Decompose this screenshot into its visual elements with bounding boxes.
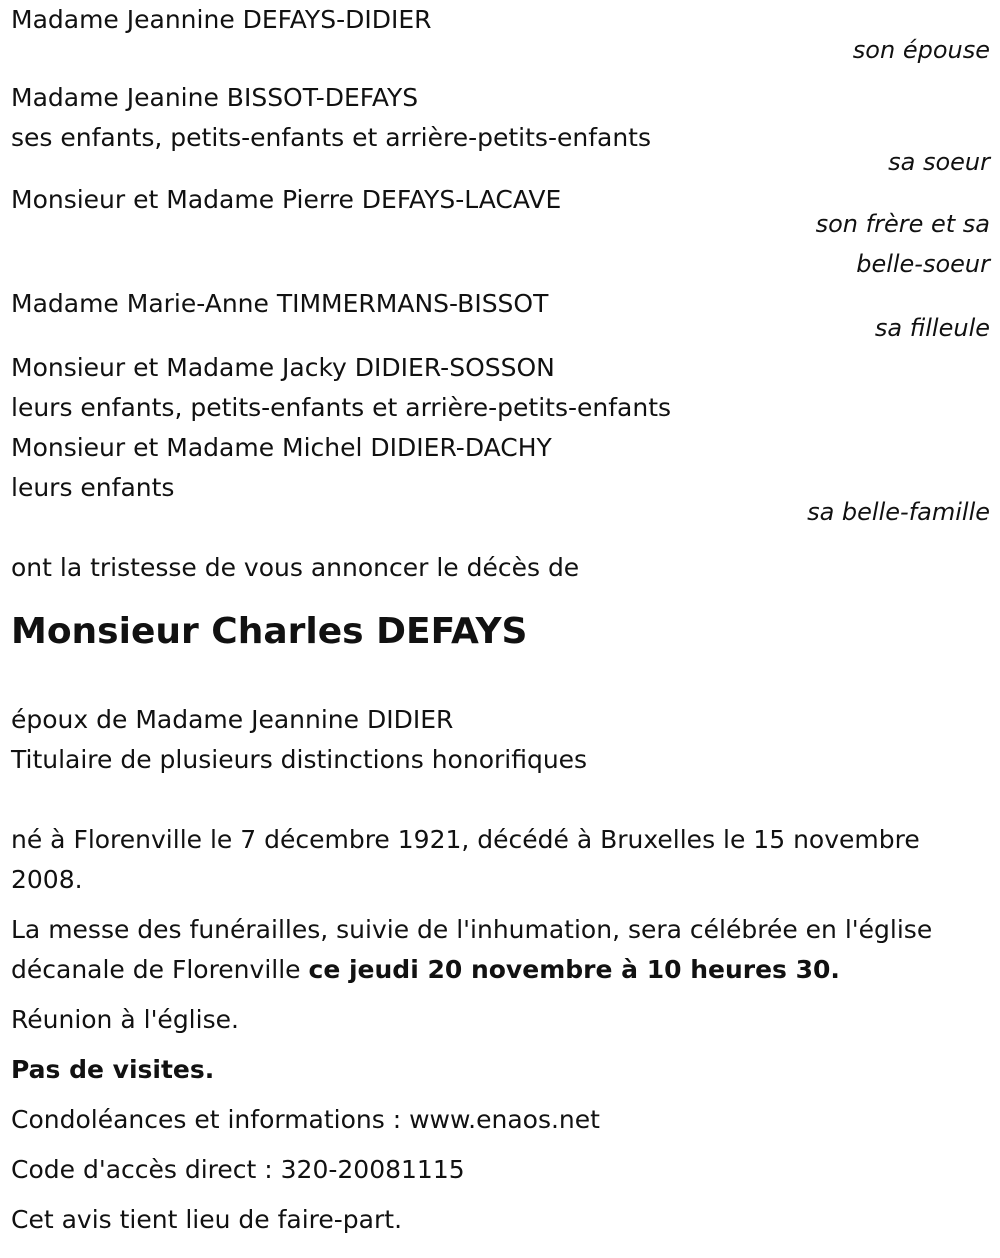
sister-descendants: ses enfants, petits-enfants et arrière-petits-enfants (11, 123, 651, 152)
family-section (11, 0, 990, 532)
brother-relation-line2: belle-soeur (856, 250, 990, 278)
birth-death: né à Florenville le 7 décembre 1921, décédé à Bruxelles le 15 novembre 2008. (11, 825, 920, 894)
inlaws-2-name: Monsieur et Madame Michel DIDIER-DACHY (11, 433, 552, 462)
goddaughter-relation: sa filleule (874, 314, 990, 342)
inlaws-1-descendants: leurs enfants, petits-enfants et arrière-petits-enfants (11, 393, 672, 422)
notice: Cet avis tient lieu de faire-part. (11, 1205, 403, 1234)
sister-name: Madame Jeanine BISSOT-DEFAYS (11, 83, 419, 112)
distinctions: Titulaire de plusieurs distinctions honorifiques (11, 745, 588, 774)
condolences: Condoléances et informations : www.enaos.net (11, 1105, 600, 1134)
mass-time: ce jeudi 20 novembre à 10 heures 30. (308, 955, 840, 984)
spouse-name: Madame Jeannine DEFAYS-DIDIER (11, 5, 432, 34)
access-code: Code d'accès direct : 320-20081115 (11, 1155, 465, 1184)
inlaws-2-descendants: leurs enfants (11, 473, 175, 502)
spouse-relation: son épouse (852, 36, 990, 64)
brother-name: Monsieur et Madame Pierre DEFAYS-LACAVE (11, 185, 562, 214)
sister-relation: sa soeur (888, 148, 990, 176)
inlaws-1-name: Monsieur et Madame Jacky DIDIER-SOSSON (11, 353, 555, 382)
announcement-intro: ont la tristesse de vous annoncer le décès de (11, 553, 580, 582)
no-visits: Pas de visites. (11, 1055, 215, 1084)
brother-relation-line1: son frère et sa (815, 210, 990, 238)
inlaws-relation: sa belle-famille (807, 498, 990, 526)
mass-text: La messe des funérailles, suivie de l'inhumation, sera célébrée en l'église décanale de Florenville (11, 915, 933, 984)
deceased-name: Monsieur Charles DEFAYS (11, 611, 528, 652)
goddaughter-name: Madame Marie-Anne TIMMERMANS-BISSOT (11, 289, 549, 318)
spouse-of: époux de Madame Jeannine DIDIER (11, 705, 454, 734)
mass-info (11, 910, 990, 990)
meeting: Réunion à l'église. (11, 1005, 239, 1034)
